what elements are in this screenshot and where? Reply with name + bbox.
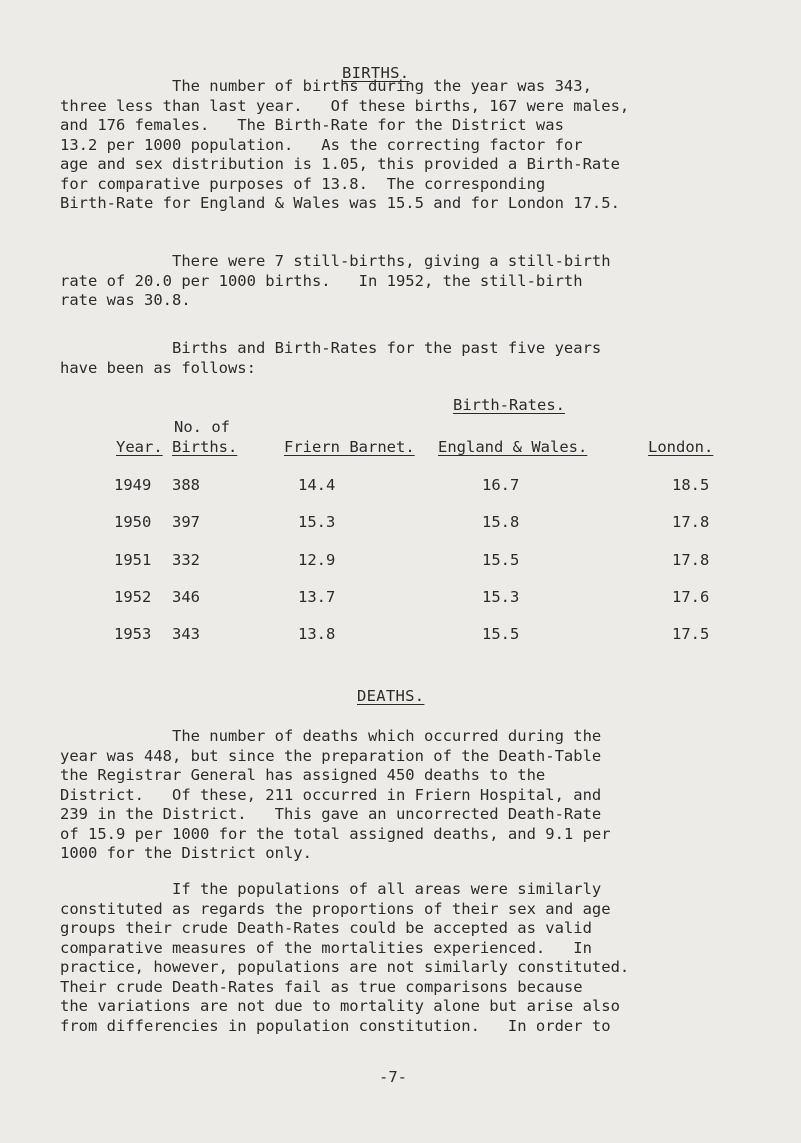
england-rate-cell: 15.3 [482, 588, 520, 606]
year-cell: 1950 [114, 513, 152, 531]
london-rate-cell: 18.5 [672, 476, 710, 494]
deaths-paragraph-1: The number of deaths which occurred during the year was 448, but since the preparation of the Death-Table the Registrar General has assigned 450 deaths to the District. Of these, 211 occurred in Friern Hospital, and 239 in the District. This gave an uncorrected Death-Rate of 15.9 per 1000 for the total assigned deaths, and 9.1 per 1000 for the District only. [60, 727, 611, 862]
births-header-line2: Births. [172, 438, 238, 456]
london-rate-cell: 17.5 [672, 625, 710, 643]
births-cell: 332 [172, 551, 200, 569]
births-header-line1: No. of [174, 418, 230, 436]
england-rate-cell: 15.8 [482, 513, 520, 531]
birth-rates-group-header: Birth-Rates. [453, 396, 565, 414]
year-cell: 1951 [114, 551, 152, 569]
year-cell: 1949 [114, 476, 152, 494]
year-cell: 1953 [114, 625, 152, 643]
friern-rate-cell: 13.8 [298, 625, 336, 643]
births-paragraph-1: The number of births during the year was 343, three less than last year. Of these births, 167 were males, and 176 females. The Birth-Rate for the District was 13.2 per 1000 population. As the correcting factor for age and sex distribution is 1.05, this provided a Birth-Rate for comparative purposes of 13.8. The corresponding Birth-Rate for England & Wales was 15.5 and for London 17.5. [60, 77, 630, 212]
england-rate-cell: 16.7 [482, 476, 520, 494]
births-cell: 397 [172, 513, 200, 531]
deaths-paragraph-2: If the populations of all areas were similarly constituted as regards the proportions of their sex and age groups their crude Death-Rates could be accepted as valid comparative measures of the mortalities experienced. In practice, however, populations are not similarly constituted. Their crude Death-Rates fail as true comparisons because the variations are not due to mortality alone but arise also from differencies in population constitution. In order to [60, 880, 630, 1035]
friern-rate-cell: 13.7 [298, 588, 336, 606]
friern-rate-cell: 14.4 [298, 476, 336, 494]
friern-rate-cell: 15.3 [298, 513, 336, 531]
births-cell: 343 [172, 625, 200, 643]
births-paragraph-2: There were 7 still-births, giving a still-birth rate of 20.0 per 1000 births. In 1952, the still-birth rate was 30.8. [60, 252, 611, 309]
births-paragraph-3: Births and Birth-Rates for the past five years have been as follows: [60, 339, 602, 377]
year-header: Year. [116, 438, 163, 456]
london-header: London. [648, 438, 714, 456]
friern-barnet-header: Friern Barnet. [284, 438, 415, 456]
deaths-heading: DEATHS. [357, 687, 425, 705]
england-rate-cell: 15.5 [482, 625, 520, 643]
births-heading: BIRTHS. [342, 64, 410, 82]
births-cell: 388 [172, 476, 200, 494]
london-rate-cell: 17.6 [672, 588, 710, 606]
births-cell: 346 [172, 588, 200, 606]
london-rate-cell: 17.8 [672, 551, 710, 569]
england-wales-header: England & Wales. [438, 438, 588, 456]
england-rate-cell: 15.5 [482, 551, 520, 569]
page-number: -7- [379, 1068, 407, 1086]
friern-rate-cell: 12.9 [298, 551, 336, 569]
year-cell: 1952 [114, 588, 152, 606]
london-rate-cell: 17.8 [672, 513, 710, 531]
